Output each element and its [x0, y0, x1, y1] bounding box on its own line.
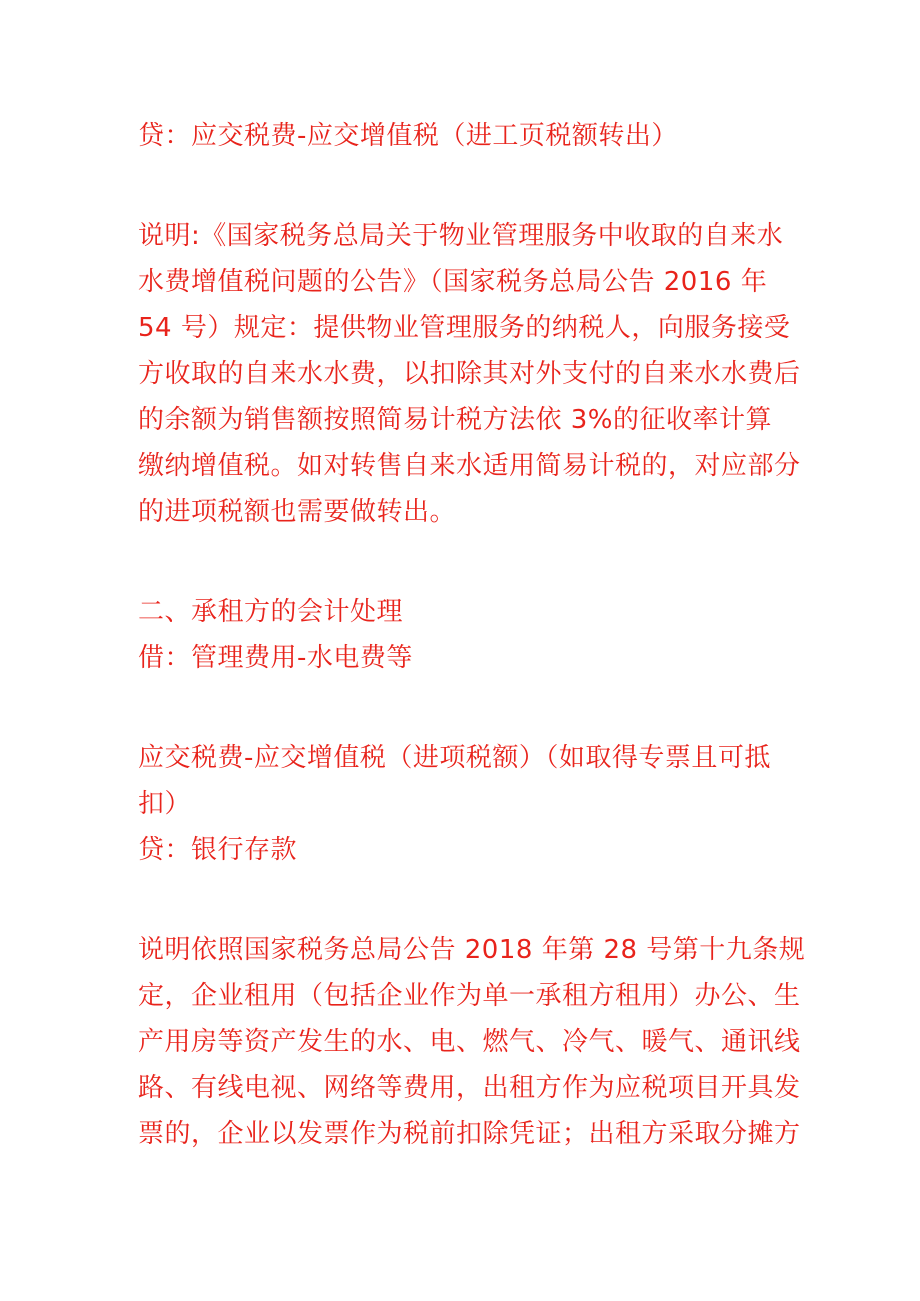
entry-line-input-vat-cont: 扣） — [138, 789, 192, 819]
note-paragraph-1-line-7: 的进项税额也需要做转出。 — [138, 497, 457, 527]
note-paragraph-2-line-3: 产用房等资产发生的水、电、燃气、冷气、暖气、通讯线 — [138, 1027, 801, 1057]
note-paragraph-1-line-2: 水费增值税问题的公告》（国家税务总局公告 2016 年 — [138, 267, 768, 297]
note-paragraph-2-line-5: 票的，企业以发票作为税前扣除凭证；出租方采取分摊方 — [138, 1119, 801, 1149]
note-paragraph-1-line-4: 方收取的自来水水费，以扣除其对外支付的自来水水费后 — [138, 359, 801, 389]
section-heading-lessee: 二、承租方的会计处理 — [138, 597, 404, 627]
credit-line-bank-deposit: 贷：银行存款 — [138, 835, 298, 865]
entry-line-input-vat: 应交税费-应交增值税（进项税额）（如取得专票且可抵 — [138, 743, 771, 773]
credit-line-vat-transfer-out: 贷：应交税费-应交增值税（进工页税额转出） — [138, 121, 678, 151]
note-paragraph-1-line-5: 的余额为销售额按照简易计税方法依 3%的征收率计算 — [138, 405, 773, 435]
note-paragraph-2-line-2: 定，企业租用（包括企业作为单一承租方租用）办公、生 — [138, 981, 801, 1011]
note-paragraph-1-line-3: 54 号）规定：提供物业管理服务的纳税人，向服务接受 — [138, 313, 791, 343]
debit-line-management-expense: 借：管理费用-水电费等 — [138, 643, 413, 673]
note-paragraph-1-line-6: 缴纳增值税。如对转售自来水适用简易计税的，对应部分 — [138, 451, 801, 481]
note-paragraph-2-line-4: 路、有线电视、网络等费用，出租方作为应税项目开具发 — [138, 1073, 801, 1103]
note-paragraph-1-line-1: 说明:《国家税务总局关于物业管理服务中收取的自来水 — [138, 221, 784, 251]
note-paragraph-2-line-1: 说明依照国家税务总局公告 2018 年第 28 号第十九条规 — [138, 935, 806, 965]
